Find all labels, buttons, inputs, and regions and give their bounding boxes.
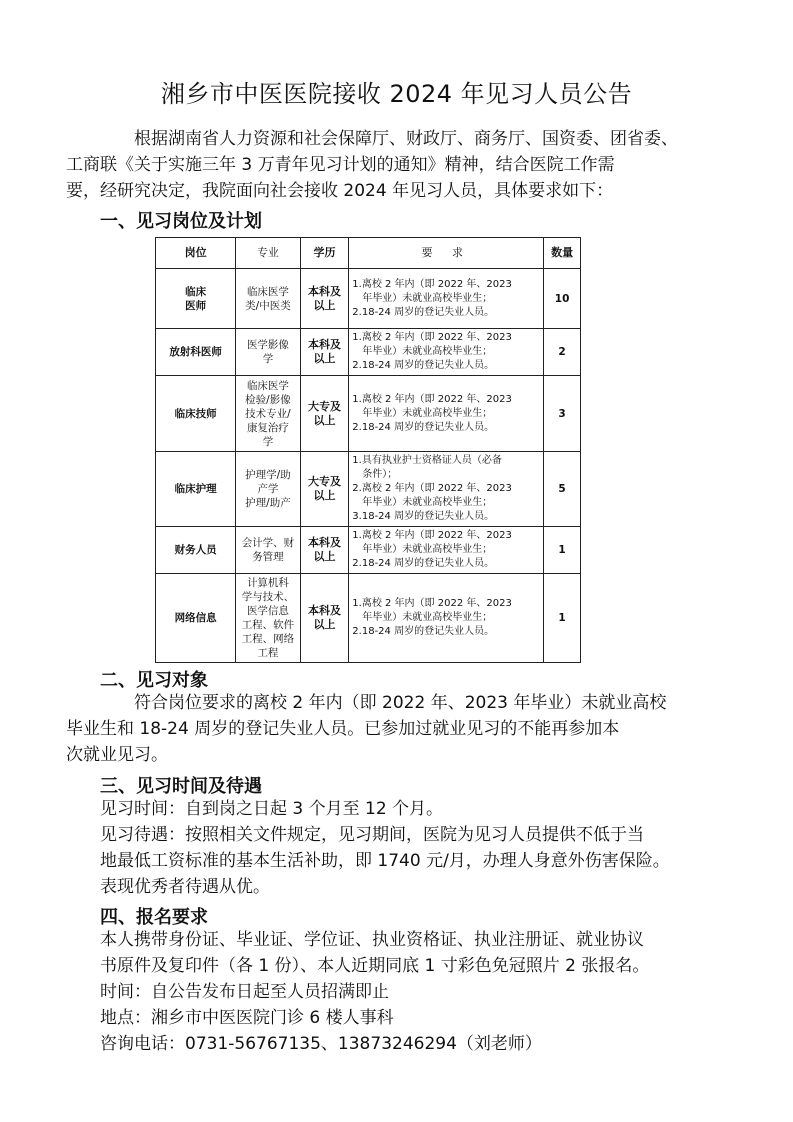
cell-requirements-line: 2.18-24 周岁的登记失业人员。 [352,421,495,433]
cell-education [300,574,349,663]
cell-major-line: 医学信息 [246,605,289,617]
targets-paragraph [66,690,720,768]
cell-requirements-line: 3.18-24 周岁的登记失业人员。 [352,511,495,522]
cell-major-line: 类/中医类 [245,299,291,312]
benefits-line: 见习待遇：按照相关文件规定，见习期间，医院为见习人员提供不低于当 [100,825,644,845]
cell-count: 2 [544,329,581,376]
targets-line: 符合岗位要求的离校 2 年内（即 2022 年、2023 年毕业）未就业高校 [134,693,667,713]
cell-major-line: 计算机科 [246,577,289,589]
cell-education [300,376,349,452]
cell-major [236,376,301,452]
cell-requirements-line: 年毕业）未就业高校毕业生； [352,497,493,508]
cell-education-line: 以上 [313,550,336,563]
cell-position-line: 放射科医师 [169,346,222,358]
section-heading-positions: 一、见习岗位及计划 [100,211,262,232]
cell-major-line: 产学 [257,483,279,495]
cell-requirements-line: 2.18-24 周岁的登记失业人员。 [352,360,495,371]
cell-major [236,329,301,376]
cell-requirements [349,269,544,329]
cell-requirements [349,329,544,376]
positions-table [155,237,581,663]
cell-major-line: 技术专业/ [245,407,291,420]
cell-count: 5 [544,452,581,527]
cell-requirements-line: 1.离校 2 年内（即 2022 年、2023 [352,393,512,405]
cell-position [156,527,236,574]
cell-count: 3 [544,376,581,452]
cell-major [236,527,301,574]
intro-line: 要，经研究决定，我院面向社会接收 2024 年见习人员，具体要求如下： [66,181,614,201]
cell-requirements-line: 年毕业）未就业高校毕业生； [352,292,493,304]
cell-education-line: 以上 [313,489,336,502]
cell-major [236,452,301,527]
intro-line: 工商联《关于实施三年 3 万青年见习计划的通知》精神，结合医院工作需 [66,155,615,175]
cell-major-line: 护理学/助 [245,469,291,481]
table-row [156,527,581,574]
header-position: 岗位 [156,238,236,269]
table-row [156,269,581,329]
cell-count: 1 [544,527,581,574]
cell-position-line: 临床护理 [174,483,217,495]
cell-education-line: 以上 [313,298,336,312]
section-heading-registration: 四、报名要求 [100,907,208,928]
benefits-line: 表现优秀者待遇从优。 [100,877,270,897]
table-row [156,452,581,527]
cell-major-line: 临床医学 [246,285,289,298]
positions-table-body [156,269,581,663]
cell-position [156,452,236,527]
cell-education-line: 本科及 [308,536,341,549]
table-row [156,376,581,452]
cell-major [236,269,301,329]
cell-requirements [349,574,544,663]
cell-major [236,574,301,663]
cell-position [156,269,236,329]
cell-requirements-line: 年毕业）未就业高校毕业生； [352,544,493,555]
registration-time: 时间：自公告发布日起至人员招满即止 [100,982,389,1002]
cell-major-line: 护理/助产 [245,497,291,509]
cell-major-line: 检验/影像 [245,393,291,406]
cell-position-line: 临床 [185,285,207,298]
cell-education-line: 以上 [313,413,336,427]
cell-requirements [349,376,544,452]
cell-requirements-line: 1.离校 2 年内（即 2022 年、2023 [352,332,512,343]
cell-education-line: 以上 [313,618,336,631]
cell-requirements [349,452,544,527]
registration-line: 本人携带身份证、毕业证、学位证、执业资格证、执业注册证、就业协议 [100,930,644,950]
cell-requirements-line: 年毕业）未就业高校毕业生； [352,612,493,623]
cell-major-line: 学与技术、 [241,591,295,603]
cell-requirements-line: 2.18-24 周岁的登记失业人员。 [352,626,495,637]
cell-major-line: 学 [262,435,274,448]
benefits-line: 地最低工资标准的基本生活补助，即 1740 元/月，办理人身意外伤害保险。 [100,851,670,871]
intro-line: 根据湖南省人力资源和社会保障厅、财政厅、商务厅、国资委、团省委、 [134,129,678,149]
cell-requirements-line: 1.离校 2 年内（即 2022 年、2023 [352,530,512,541]
cell-education [300,269,349,329]
cell-requirements-line: 1.离校 2 年内（即 2022 年、2023 [352,278,512,290]
cell-education-line: 大专及 [308,399,341,413]
cell-requirements-line: 1.具有执业护士资格证人员（必备 [352,455,502,466]
header-major: 专业 [236,238,301,269]
time-benefits-paragraph [100,796,720,900]
cell-major-line: 会计学、财 [241,537,295,549]
table-header-row [156,238,581,269]
cell-education [300,452,349,527]
cell-education-line: 本科及 [308,284,341,298]
cell-requirements-line: 条件）； [352,469,398,480]
header-education: 学历 [300,238,349,269]
cell-requirements-line: 2.18-24 周岁的登记失业人员。 [352,306,495,318]
table-row [156,329,581,376]
cell-education-line: 本科及 [308,338,341,351]
registration-location: 地点：湘乡市中医医院门诊 6 楼人事科 [100,1008,394,1028]
cell-education-line: 以上 [313,352,336,365]
registration-line: 书原件及复印件（各 1 份）、本人近期同底 1 寸彩色免冠照片 2 张报名。 [100,956,650,976]
cell-major-line: 工程、网络 [241,633,295,645]
cell-education-line: 本科及 [308,604,341,617]
cell-count: 1 [544,574,581,663]
cell-requirements-line: 年毕业）未就业高校毕业生； [352,407,493,419]
cell-major-line: 医学影像 [246,339,289,351]
cell-major-line: 工程 [257,647,279,659]
registration-paragraph [100,927,720,1057]
cell-requirements-line: 1.离校 2 年内（即 2022 年、2023 [352,598,512,609]
cell-position-line: 医师 [185,299,207,312]
cell-education [300,329,349,376]
table-row [156,574,581,663]
cell-major-line: 临床医学 [246,379,289,392]
header-count: 数量 [544,238,581,269]
targets-line: 次就业见习。 [66,745,168,765]
cell-requirements-line: 年毕业）未就业高校毕业生； [352,346,493,357]
header-requirements: 要 求 [349,238,544,269]
cell-requirements [349,527,544,574]
cell-position [156,574,236,663]
page-title: 湘乡市中医医院接收 2024 年见习人员公告 [160,80,633,108]
cell-major-line: 工程、软件 [241,619,295,631]
cell-education [300,527,349,574]
cell-major-line: 务管理 [252,551,284,563]
section-heading-time-benefits: 三、见习时间及待遇 [100,776,262,797]
cell-major-line: 康复治疗 [246,421,289,434]
cell-major-line: 学 [262,353,274,365]
cell-position-line: 网络信息 [174,612,217,624]
cell-position-line: 临床技师 [174,407,217,420]
targets-line: 毕业生和 18-24 周岁的登记失业人员。已参加过就业见习的不能再参加本 [66,719,620,739]
cell-count: 10 [544,269,581,329]
contact-phone: 咨询电话：0731-56767135、13873246294（刘老师） [100,1034,542,1054]
cell-requirements-line: 2.18-24 周岁的登记失业人员。 [352,558,495,569]
cell-position-line: 财务人员 [174,544,217,556]
cell-requirements-line: 2.离校 2 年内（即 2022 年、2023 [352,483,512,494]
section-heading-targets: 二、见习对象 [100,670,208,691]
cell-position [156,329,236,376]
cell-education-line: 大专及 [308,475,341,488]
cell-position [156,376,236,452]
intro-paragraph [66,126,720,204]
time-line: 见习时间：自到岗之日起 3 个月至 12 个月。 [100,799,444,819]
